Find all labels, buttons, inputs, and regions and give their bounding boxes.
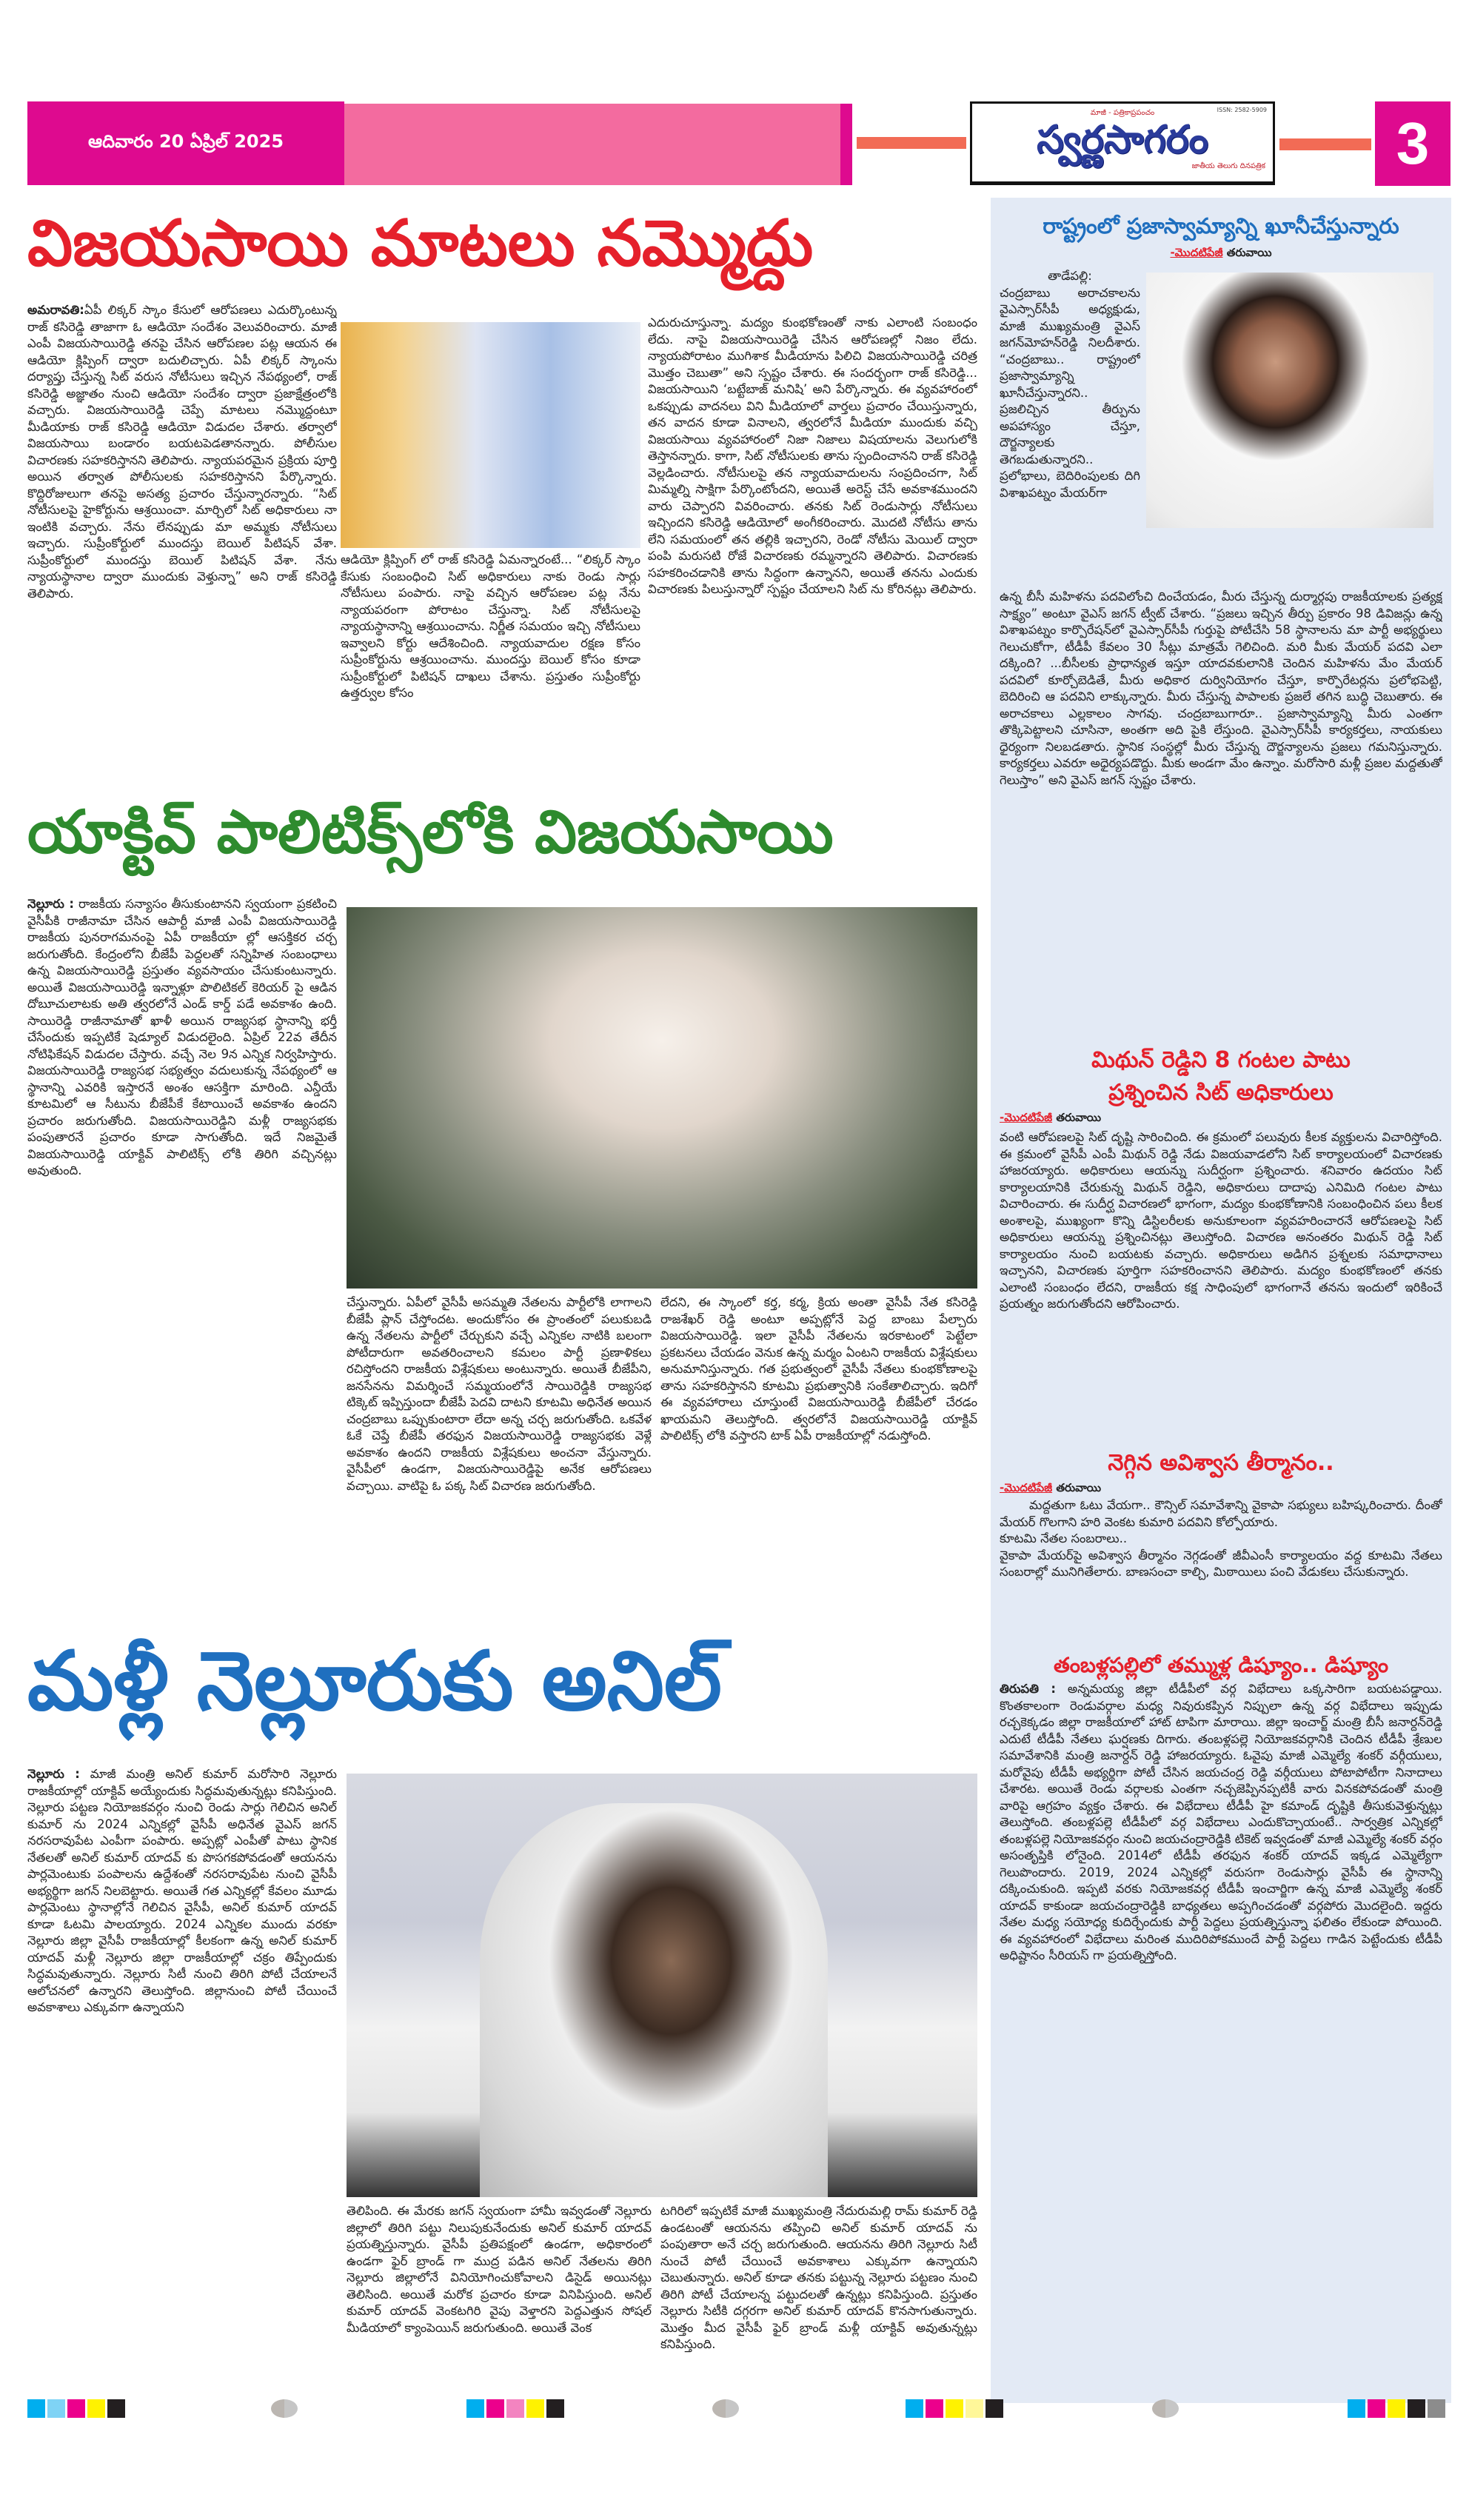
color-swatch — [946, 2399, 963, 2418]
anil-kumar-photo — [347, 1774, 977, 2197]
sidebar-story3-text — [1000, 1497, 1442, 1616]
article1-col3: ఎదురుచూస్తున్నా. మద్యం కుంభకోణంతో నాకు ఎలాంటి సంబంధం లేదు. నాపై విజయసాయిరెడ్డి చేసిన ఆరోపణల్లో నిజం లేదు. న్యాయపోరాటం ముగిశాక మీడియాను పిలిచి విజయసాయిరెడ్డి చరిత్ర మొత్తం చెబుతా” అని స్పష్టం చేశారు. ఈ సందర్భంగా రాజ్ కసిరెడ్డి... విజయసాయిని ‘బట్టేబాజ్ మనిషి’ అని పేర్కొన్నారు. ఈ వ్యవహారంలో ఒకప్పుడు వాదనలు విని మీడియాలో వార్తలు ప్రచారం చేయిస్తున్నారు, తన వాదన కూడా వినాలని, త్వరలోనే మీడియా ముందుకు వచ్చి విజయసాయి వ్యవహారంలో నిజా నిజాలు విషయాలను వెలుగులోకి తెస్తానన్నారు. కాగా, సిట్ నోటీసులకు తాను స్పందించానని రాజ్ కసిరెడ్డి వెల్లడించారు. నోటీసులపై తన న్యాయవాదులను సంప్రదించగా, సిట్ మిమ్మల్ని సాక్షిగా పేర్కొంటోందని, అయితే అరెస్ట్ చేసే అవకాశముందని వారు చెప్పారని వివరించారు. తనకు సిట్ రెండుసార్లు నోటీసులు ఇచ్చిందని కసిరెడ్డి ఆడియోలో అంగీకరించారు. మొదటి నోటీసు తాను లేని సమయంలో తన తల్లికి ఇచ్చారని, రెండో నోటీసు మెయిల్ ద్వారా పంపి మరుసటి రోజే విచారణకు రమ్మన్నారని తెలిపారు. విచారణకు సహకరించడానికి తాను సిద్ధంగా ఉన్నానని, అయితే తనను ఎందుకు విచారణకు పిలుస్తున్నారో స్పష్టం చేయాలని సిట్ ను కోరినట్లు తెలిపారు. — [648, 315, 977, 596]
color-swatch — [966, 2399, 983, 2418]
article3-text: మాజీ మంత్రి అనిల్ కుమార్ మరోసారి నెల్లూరు రాజకీయాల్లో యాక్టివ్ అయ్యేందుకు సిద్ధమవుతున్నట్లు కనిపిస్తుంది. నెల్లూరు పట్టణ నియోజకవర్గం నుంచి రెండు సార్లు గెలిచిన అనిల్ కుమార్ ను 2024 ఎన్నికల్లో వైసీపీ అధినేత వైఎస్ జగన్ నరసరావుపేట ఎంపీగా పంపారు. అప్పట్లో ఎంపీతో పాటు స్థానిక నేతలతో అనిల్ కుమార్ యాదవ్ కు పొసగకపోవడంతో ఆయనను పార్లమెంటుకు పంపాలను ఉద్దేశంతో నరసరావుపేట నుంచి వైసీపీ అభ్యర్థిగా జగన్ నిలబెట్టారు. అయితే గత ఎన్నికల్లో కేవలం మూడు పార్లమెంటు స్థానాల్లోనే గెలిచిన వైసీపీ, అనిల్ కుమార్ యాదవ్ కూడా ఓటమి పాలయ్యారు. 2024 ఎన్నికల ముందు వరకూ నెల్లూరు జిల్లా వైసీపీ రాజకీయాల్లో కీలకంగా ఉన్న అనిల్ కుమార్ యాదవ్ మళ్లీ నెల్లూరు జిల్లా రాజకీయాల్లో చక్రం తిప్పేందుకు సిద్ధమవుతున్నారు. నెల్లూరు సిటీ నుంచి తిరిగి పోటీ చేయాలనే ఆలోచనలో ఉన్నారని తెలుస్తోంది. జిల్లానుంచి పోటీ చేయించే అవకాశాలు ఎక్కువగా ఉన్నాయని — [27, 1767, 337, 2014]
sidebar-story1-wide: ఉన్న బీసీ మహిళను పదవిలోంచి దించేయడం, మీరు చేస్తున్న దుర్మార్గపు రాజకీయాలకు ప్రత్యక్ష సాక్ష్యం” అంటూ వైఎస్ జగన్ ట్వీట్ చేశారు. “ప్రజలు ఇచ్చిన తీర్పు ప్రకారం 98 డివిజన్లు ఉన్న విశాఖపట్నం కార్పొరేషన్‌లో వైఎస్సార్‌సీపీ గుర్తుపై పోటీచేసి 58 స్థానాలను మా పార్టీ అభ్యర్థులు గెలుచుకోగా, టీడీపీ కేవలం 30 సీట్లు మాత్రమే గెలిచింది. మరి మీకు మేయర్ పదవి ఎలా దక్కింది? ...బీసీలకు ప్రాధాన్యత ఇస్తూ యాదవకులానికి చెందిన మహిళను మేం మేయర్ పదవిలో కూర్చోబెడితే, మీరు అధికార దుర్వినియోగం చేస్తూ, కార్పొరేటర్లను ప్రలోభపెట్టి, బెదిరించి ఆ పదవిని లాక్కున్నారు. మీరు చేస్తున్న పాపాలకు ప్రజలే తగిన బుద్ధి చెబుతారు. ఈ అరాచకాలు ఎల్లకాలం సాగవు. చంద్రబాబుగారూ.. ప్రజాస్వామ్యాన్ని మీరు ఎంతగా తొక్కిపెట్టాలని చూసినా, అంతగా అది పైకి లేస్తుంది. వైఎస్సార్‌సీపీ కార్యకర్తలు, నాయకులు ధైర్యంగా నిలబడతారు. స్థానిక సంస్థల్లో మీరు చేస్తున్న దౌర్జన్యాలను ప్రజలు గమనిస్తున్నారు. కార్యకర్తలు ఎవరూ అధైర్యపడొద్దు. మీకు అండగా మేం ఉన్నాం. మరోసారి మళ్లీ ప్రజల మద్దతుతో గెలుస్తాం” అని వైఎస్ జగన్ స్పష్టం చేశారు. — [1000, 589, 1442, 787]
sidebar-story1-byline — [991, 246, 1451, 262]
color-swatch — [1368, 2399, 1385, 2418]
header-connector — [857, 137, 966, 149]
color-swatch — [986, 2399, 1003, 2418]
raj-kasireddy-photo — [341, 322, 640, 548]
header-strip — [840, 104, 852, 185]
registration-mark — [712, 2399, 739, 2418]
color-swatch — [506, 2399, 524, 2418]
color-swatch — [1428, 2399, 1445, 2418]
sidebar-story1-text: చంద్రబాబు అరాచకాలను వైఎస్సార్‌సీపీ అధ్యక్షుడు, మాజీ ముఖ్యమంత్రి వైఎస్ జగన్‌మోహన్‌రెడ్డి నిలదీశారు. “చంద్రబాబు.. రాష్ట్రంలో ప్రజాస్వామ్యాన్ని ఖూనీచేస్తున్నారని.. ప్రజలిచ్చిన తీర్పును అపహాస్యం చేస్తూ, దౌర్జన్యాలకు తెగబడుతున్నారని.. ప్రలోభాలు, బెదిరింపులకు దిగి విశాఖపట్నం మేయర్‌గా — [1000, 285, 1140, 500]
color-swatch — [466, 2399, 484, 2418]
sidebar-story4-body: అన్నమయ్య జిల్లా టీడీపీలో వర్గ విభేదాలు ఒక్కసారిగా బయటపడ్డాయి. కొంతకాలంగా రెండువర్గాల మధ్య నివురుకప్పిన నిప్పులా ఉన్న వర్గ విభేదాలు ఇప్పుడు రచ్చకెక్కడం జిల్లా రాజకీయాలో హాట్ టాపిగా మారాయి. జిల్లా ఇంచార్జ్ మంత్రి బీసీ జనార్దన్‌రెడ్డి ఎదుటే టీడీపీ నేతలు ఘర్షణకు దిగారు. తంబళ్లపల్లె నియోజకవర్గానికి చెందిన టీడీపీ శ్రేణుల సమావేశానికి మంత్రి జనార్దన్ రెడ్డి హాజరయ్యారు. ఓవైపు మాజీ ఎమ్మెల్యే శంకర్ వర్గీయులు, మరోవైపు టీడీపీ అభ్యర్థిగా పోటీ చేసిన జయచంద్ర రెడ్డి వర్గీయులు పోటాపోటీగా నినాదాలు చేశారట. అయితే రెండు వర్గాలకు ఎంతగా నచ్చజెప్పినప్పటికీ వారు వినకపోవడంతో మంత్రి వారిపై ఆగ్రహం వ్యక్తం చేశారు. ఈ విభేదాలు టీడీపీ హై కమాండ్ దృష్టికి తీసుకువెళ్తున్నట్లు తెలుస్తోంది. తంబళ్లపల్లె టీడీపీలో వర్గ విభేదాలు ఎందుకొచ్చాయంటే.. సార్వత్రిక ఎన్నికల్లో తంబళ్లపల్లె నియోజకవర్గం నుంచి జయచంద్రారెడ్డికి టికెట్ ఇవ్వడంతో మాజీ ఎమ్మెల్యే శంకర్ వర్గం అసంతృప్తికి లోనైంది. 2014లో టీడీపీ తరఫున శంకర్ యాదవ్ ఇక్కడ ఎమ్మెల్యేగా గెలుపొందారు. 2019, 2024 ఎన్నికల్లో వరుసగా రెండుసార్లు వైసీపీ ఈ స్థానాన్ని దక్కించుకుంది. ఇప్పటి వరకు నియోజకవర్గ టీడీపీ ఇంచార్జిగా ఉన్న మాజీ ఎమ్మెల్యే శంకర్ యాదవ్ కాకుండా జయచంద్రారెడ్డికి బాధ్యతలు అప్పగించడంతో వర్గపోరు మొదలైంది. ఇద్దరు నేతల మధ్య సయోధ్య కుదిర్చేందుకు పార్టీ పెద్దలు ప్రయత్నిస్తున్నా ఫలితం లేకుండా పోయింది. ఈ వ్యవహారంలో విభేదాలు మరింత ముదిరిపోకముందే పార్టీ పెద్దలు గాడిన పెట్టేందుకు టీడీపీ అధిష్టానం సీరియస్ గా ప్రయత్నిస్తోంది. — [1000, 1682, 1442, 1962]
sidebar-story3-headline: నెగ్గిన అవిశ్వాస తీర్మానం.. — [1108, 1450, 1334, 1476]
article3-headline: మళ్లీ నెల్లూరుకు అనిల్ — [27, 1634, 722, 1728]
article1-col2: ఆడియో క్లిప్పింగ్ లో రాజ్ కసిరెడ్డి ఏమన్నారంటే... “లిక్కర్ స్కాం కేసుకు సంబంధించి సిట్ అధికారులు నాకు రెండు సార్లు నోటీసులు పంపారు. నాపై వచ్చిన ఆరోపణల పట్ల నేను న్యాయపరంగా పోరాటం చేస్తున్నా. సిట్ నోటీసులపై న్యాయస్థానాన్ని ఆశ్రయించాను. నిర్ణీత సమయం ఇచ్చి నోటీసులు ఇవ్వాలని కోర్టు ఆదేశించింది. న్యాయవాదుల రక్షణ కోసం సుప్రీంకోర్టును ఆశ్రయించాను. ముందస్తు బెయిల్ కోసం కూడా సుప్రీంకోర్టులో పిటిషన్ దాఖలు చేశాను. ప్రస్తుతం సుప్రీంకోర్టు ఉత్తర్వుల కోసం — [341, 552, 640, 700]
color-swatch — [906, 2399, 923, 2418]
color-swatch — [1348, 2399, 1365, 2418]
registration-mark — [1152, 2399, 1179, 2418]
byline-continued: -మొదటిపేజీ — [1170, 246, 1223, 259]
anil-kumar-figure — [480, 1803, 828, 2197]
sidebar-story1-headline: రాష్ట్రంలో ప్రజాస్వామ్యాన్ని ఖూనీచేస్తున్నారు — [1043, 213, 1399, 238]
sidebar-story2-headline — [991, 1044, 1451, 1109]
article3-col1 — [27, 1766, 337, 2418]
header-connector — [1279, 138, 1371, 150]
article2-col1 — [27, 896, 337, 1581]
sidebar-story1-narrow — [1000, 268, 1140, 585]
article1-dateline: అమరావతి: — [27, 303, 84, 317]
article1-col1 — [27, 302, 337, 746]
article1-text: ఏపీ లిక్కర్ స్కాం కేసులో ఆరోపణలు ఎదుర్కొంటున్న రాజ్ కసిరెడ్డి తాజాగా ఓ ఆడియో సందేశం వెలువరించారు. మాజీ ఎంపీ విజయసాయిరెడ్డి తనపై చేసిన ఆరోపణల పట్ల ఆయన ఈ ఆడియో క్లిప్పింగ్ ద్వారా బదులిచ్చారు. ఏపీ లిక్కర్ స్కాంను దర్యాప్తు చేస్తున్న సిట్ వరుస నోటీసులు ఇచ్చిన నేపథ్యంలో, రాజ్ కసిరెడ్డి అజ్ఞాతం నుంచి ఆడియో సందేశం ద్వారా ప్రజాక్షేత్రంలోకి వచ్చారు. విజయసాయిరెడ్డి చెప్పే మాటలు నమ్మొద్దంటూ మీడియాకు రాజ్ కసిరెడ్డి ఆడియో విడుదల చేశారు. తర్వాలో విజయసాయి బండారం బయటపెడతానన్నారు. పోలీసుల విచారణకు సహకరిస్తానని తెలిపారు. న్యాయపరమైన ప్రక్రియ పూర్తి అయిన తర్వాత పోలీసులకు సహకరిస్తానని పేర్కొన్నారు. కొద్దిరోజులుగా తనపై అసత్య ప్రచారం చేస్తున్నారన్నారు. “సిట్ నోటీసులపై హైకోర్టును ఆశ్రయించా. మార్చిలో సిట్ అధికారులు నా ఇంటికి వచ్చారు. నేను లేనప్పుడు మా అమ్మకు నోటీసులు ఇచ్చారు. సుప్రీంకోర్టులో ముందస్తు బెయిల్ పిటిషన్ వేశా. సుప్రీంకోర్టులో ముందస్తు బెయిల్ పిటిషన్ వేశా. నేను న్యాయస్థానాల ద్వారా ముందుకు వెళ్తున్నా” అని రాజ్ కసిరెడ్డి తెలిపారు. — [27, 303, 337, 601]
header-band — [344, 104, 840, 185]
headline-line: మిథున్ రెడ్డిని 8 గంటల పాటు — [1091, 1047, 1351, 1073]
color-swatch — [67, 2399, 85, 2418]
page-number: 3 — [1375, 101, 1450, 186]
paragraph: మద్దతుగా ఓటు వేయగా.. కౌన్సిల్ సమావేశాన్ని వైకాపా సభ్యులు బహిష్కరించారు. దీంతో మేయర్ గొలగాని హరి వెంకట కుమారి పదవిని కోల్పోయారు. — [1000, 1498, 1442, 1529]
paragraph: వైకాపా మేయర్‌పై అవిశ్వాస తీర్మానం నెగ్గడంతో జీవీఎంసీ కార్యాలయం వద్ద కూటమి నేతలు సంబరాల్లో మునిగితేలారు. బాణసంచా కాల్చి, మిఠాయిలు పంచి వేడుకలు చేసుకున్నారు. — [1000, 1548, 1442, 1579]
article2-headline: యాక్టివ్ పాలిటిక్స్‌లోకి విజయసాయి — [27, 798, 834, 866]
sidebar-story2-byline — [1000, 1111, 1101, 1127]
color-bar — [27, 2399, 125, 2418]
jagan-photo — [1146, 273, 1433, 528]
sidebar-story3-byline — [1000, 1481, 1101, 1497]
article2-col2: చేస్తున్నారు. ఏపీలో వైసీపీ అసమ్మతి నేతలను పార్టీలోకి లాగాలని బీజేపీ ప్లాన్ చేస్తోందట. అందుకోసం ఈ ప్రాంతంలో పలుకుబడి ఉన్న నేతలను పార్టీలో చేర్చుకుని వచ్చే ఎన్నికల నాటికి బలంగా పోటీదారుగా అవతరించాలని కమలం పార్టీ ప్రణాళికలు రచిస్తోందని రాజకీయ విశ్లేషకులు అంటున్నారు. అయితే బీజేపీని, జనసేనను విమర్శించే సమ్మయంలోనే సాయిరెడ్డికి రాజ్యసభ టిక్కెట్ ఇప్పిస్తుందా బీజేపీ పెదవి దాటని కూటమి అధినేత అయిన చంద్రబాబు ఒప్పుకుంటారా లేదా అన్న చర్చ జరుగుతోంది. ఒకవేళ ఓకే చెప్తే బీజేపీ తరఫున విజయసాయిరెడ్డి రాజ్యసభకు వెళ్లే అవకాశం ఉందని రాజకీయ విశ్లేషకులు అంచనా వేస్తున్నారు. వైసీపీలో ఉండగా, విజయసాయిరెడ్డిపై అనేక ఆరోపణలు వచ్చాయి. వాటిపై ఓ పక్క సిట్ విచారణ జరుగుతోంది. — [347, 1295, 652, 1493]
color-swatch — [87, 2399, 105, 2418]
color-swatch — [47, 2399, 65, 2418]
logo-tagline: మాజీ - పత్రికాప్రపంచం — [1090, 109, 1155, 117]
subheading: కూటమి నేతల సంబరాలు.. — [1000, 1531, 1128, 1545]
byline-rest: తరువాయి — [1222, 246, 1272, 259]
color-swatch — [486, 2399, 504, 2418]
color-bar — [466, 2399, 564, 2418]
article3-dateline: నెల్లూరు : — [27, 1767, 80, 1781]
color-swatch — [526, 2399, 544, 2418]
color-bar — [906, 2399, 1003, 2418]
sidebar-story1-dateline: తాడేపల్లి: — [1048, 269, 1092, 283]
color-swatch — [107, 2399, 125, 2418]
article2-text: రాజకీయ సన్యాసం తీసుకుంటానని స్వయంగా ప్రకటించి వైసీపీకి రాజీనామా చేసిన ఆపార్టీ మాజీ ఎంపీ విజయసాయిరెడ్డి రాజకీయ పునరాగమనంపై ఏపీ రాజకీయా ల్లో ఆసక్తికర చర్చ జరుగుతోంది. కేంద్రంలోని బీజేపీ పెద్దలతో సన్నిహిత సంబంధాలు ఉన్న విజయసాయిరెడ్డి ప్రస్తుతం వ్యవసాయం చేసుకుంటున్నారు. అయితే విజయసాయిరెడ్డి ఇన్నాళ్లూ పొలిటికల్ కెరియర్ పై ఆడిన దోబూచులాటకు అతి త్వరలోనే ఎండ్ కార్డ్ పడే అవకాశం ఉంది. సాయిరెడ్డి రాజీనామాతో ఖాళీ అయిన రాజ్యసభ స్థానాన్ని భర్తీ చేసేందుకు ఇప్పటికే షెడ్యూల్ విడుదలైంది. ఏప్రిల్ 22వ తేదీన నోటిఫికేషన్ విడుదల చేస్తారు. వచ్చే నెల 9న ఎన్నిక నిర్వహిస్తారు. విజయసాయిరెడ్డి రాజ్యసభ సభ్యత్వం వదులుకున్న నేపథ్యంలో ఆ స్థానాన్ని ఎవరికి ఇస్తారనే అంశం ఆసక్తిగా మారింది. ఎన్డీయే కూటమిలో ఆ సీటును బీజేపీకే కేటాయించే అవకాశం ఉందని ప్రచారం జరుగుతోంది. విజయసాయిరెడ్డిని మళ్లీ రాజ్యసభకు పంపుతారనే ప్రచారం కూడా సాగుతోంది. ఇదే నిజమైతే విజయసాయిరెడ్డి యాక్టివ్ పాలిటిక్స్ లోకి తిరిగి వచ్చినట్లు అవుతుంది. — [27, 897, 337, 1177]
registration-mark — [271, 2399, 298, 2418]
article2-col3: లేదని, ఈ స్కాంలో కర్త, కర్మ, క్రియ అంతా వైసీపీ నేత కసిరెడ్డి రాజశేఖర్ రెడ్డి అంటూ అప్పట్లోనే పెద్ద బాంబు పేల్చారు విజయసాయిరెడ్డి. ఇలా వైసీపీ నేతలను ఇరకాటంలో పెట్టేలా ప్రకటనలు చేయడం వెనుక ఉన్న మర్మం ఏంటని రాజకీయ విశ్లేషకులు అనుమానిస్తున్నారు. గత ప్రభుత్వంలో వైసీపీ నేతలు కుంభకోణాలపై తాను సహకరిస్తానని కూటమి ప్రభుత్వానికి సంకేతాలిచ్చారు. ఇదిగో ఈ వ్యవహారాలు చూస్తుంటే విజయసాయిరెడ్డి బీజేపీలో చేరడం ఖాయమని తెలుస్తోంది. త్వరలోనే విజయసాయిరెడ్డి యాక్టివ్ పాలిటిక్స్ లోకి వస్తారని టాక్ ఏపీ రాజకీయాల్లో నడుస్తోంది. — [660, 1295, 977, 1443]
byline-continued: -మొదటిపేజీ — [1000, 1481, 1053, 1494]
logo-subtitle: జాతీయ తెలుగు దినపత్రిక — [1191, 162, 1265, 170]
sidebar-story2-text: వంటి ఆరోపణలపై సిట్ దృష్టి సారించింది. ఈ క్రమంలో పలువురు కీలక వ్యక్తులను విచారిస్తోంది. ఈ క్రమంలో వైసీపీ ఎంపీ మిథున్ రెడ్డి నేడు విజయవాడలోని సిట్ కార్యాలయంలో విచారణకు హాజరయ్యారు. అధికారులు ఆయన్ను సుదీర్ఘంగా ప్రశ్నించారు. శనివారం ఉదయం సిట్ కార్యాలయానికి చేరుకున్న మిథున్ రెడ్డిని, అధికారులు దాదాపు ఎనిమిది గంటల పాటు విచారించారు. ఈ సుదీర్ఘ విచారణలో భాగంగా, మద్యం కుంభకోణానికి సంబంధించిన పలు కీలక అంశాలపై, ముఖ్యంగా కొన్ని డిస్టిలరీలకు అనుకూలంగా వ్యవహరించారనే ఆరోపణలపై సిట్ అధికారులు ఆయన్ను ప్రశ్నించినట్లు తెలుస్తోంది. విచారణ అనంతరం మిథున్ రెడ్డి సిట్ కార్యాలయం నుంచి బయటకు వచ్చారు. అధికారులు అడిగిన ప్రశ్నలకు సమాధానాలు ఇచ్చానని, విచారణకు పూర్తిగా సహకరించానని తెలిపారు. మద్యం కుంభకోణంలో తనకు ఎలాంటి సంబంధం లేదని, రాజకీయ కక్ష సాధింపులో భాగంగానే తనను ఇందులో ఇరికించే ప్రయత్నం జరుగుతోందని ఆరోపించారు. — [1000, 1130, 1442, 1311]
vijayasai-reddy-photo — [347, 907, 977, 1289]
color-swatch — [1408, 2399, 1425, 2418]
color-swatch — [926, 2399, 943, 2418]
sidebar-story4-headline: తంబళ్లపల్లిలో తమ్ముళ్ల డిష్యూం.. డిష్యూం — [1053, 1653, 1389, 1677]
headline-line: ప్రశ్నించిన సిట్ అధికారులు — [1108, 1080, 1334, 1106]
logo-name: స్వర్ణసాగరం — [1037, 118, 1208, 162]
article2-dateline: నెల్లూరు : — [27, 897, 74, 911]
sidebar-story4-dateline: తిరుపతి : — [1000, 1682, 1056, 1696]
edition-date: ఆదివారం 20 ఏప్రిల్ 2025 — [87, 130, 284, 152]
article3-col3: టగిరిలో ఇప్పటికే మాజీ ముఖ్యమంత్రి నేదురుమల్లి రామ్ కుమార్ రెడ్డి ఉండటంతో ఆయనను తప్పించి అనిల్ కుమార్ యాదవ్ ను పంపుతారా అనే చర్చ జరుగుతుంది. ఆయనను తిరిగి నెల్లూరు సిటీ నుంచే పోటీ చేయించే అవకాశాలు ఎక్కువగా ఉన్నాయని చెబుతున్నారు. అనిల్ కూడా తనకు పట్టున్న నెల్లూరు పట్టణం నుంచి తిరిగి పోటీ చేయాలన్న పట్టుదలతో ఉన్నట్లు కనిపిస్తుంది. ప్రస్తుతం నెల్లూరు సిటీకి దగ్గరగా అనిల్ కుమార్ యాదవ్ కొనసాగుతున్నారు. మొత్తం మీద వైసీపీ ఫైర్ బ్రాండ్ మళ్లీ యాక్టివ్ అవుతున్నట్లు కనిపిస్తుంది. — [660, 2204, 977, 2351]
article3-col2: తెలిపింది. ఈ మేరకు జగన్ స్వయంగా హామీ ఇవ్వడంతో నెల్లూరు జిల్లాలో తిరిగి పట్టు నిలుపుకునేందుకు అనిల్ కుమార్ యాదవ్ ప్రయత్నిస్తున్నారు. వైసీపీ ప్రతిపక్షంలో ఉండగా, అధికారంలో ఉండగా ఫైర్ బ్రాండ్ గా ముద్ర పడిన అనిల్ నేతలను తిరిగి నెల్లూరు జిల్లాలోనే వినియోగించుకోవాలని డిసైడ్ అయినట్లు తెలిసింది. అయితే మరోక ప్రచారం కూడా వినిపిస్తుంది. అనిల్ కుమార్ యాదవ్ వెంకటగిరి వైపు వెళ్తారని పెద్దఎత్తున సోషల్ మీడియాలో క్యాంపెయిన్ జరుగుతుంది. అయితే వెంక — [347, 2204, 652, 2335]
byline-rest: తరువాయి — [1052, 1111, 1102, 1124]
color-swatch — [27, 2399, 45, 2418]
logo-issn: ISSN: 2582-5909 — [1217, 107, 1267, 113]
newspaper-logo — [970, 101, 1275, 185]
color-bar — [1348, 2399, 1445, 2418]
byline-rest: తరువాయి — [1052, 1481, 1102, 1494]
sidebar-story4-text — [1000, 1681, 1442, 2399]
color-swatch — [1388, 2399, 1405, 2418]
color-swatch — [546, 2399, 564, 2418]
article1-headline: విజయసాయి మాటలు నమ్మొద్దు — [27, 207, 814, 281]
byline-continued: -మొదటిపేజీ — [1000, 1111, 1053, 1124]
